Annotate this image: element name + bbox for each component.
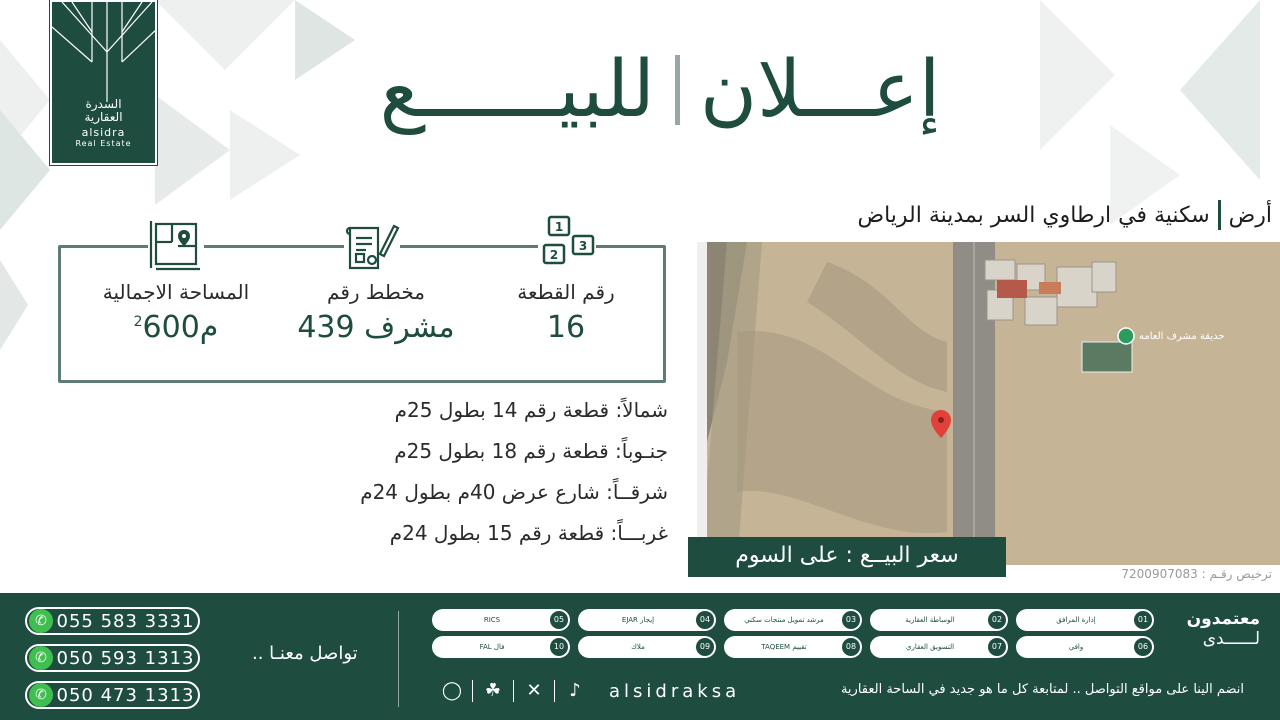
boundary-east: شرقــاً: شارع عرض 40م بطول 24م <box>360 480 668 504</box>
accredited-line-1: معتمدون <box>1186 609 1260 629</box>
x-icon[interactable]: ✕ <box>526 680 542 701</box>
logo-tree-icon <box>52 2 157 102</box>
plan-number-value: مشرف 439 <box>297 310 455 345</box>
blueprint-icon <box>344 220 400 272</box>
phone-contact-1[interactable] <box>25 607 200 635</box>
footer-divider <box>398 611 399 707</box>
accreditation-badge: 07 التسويق العقاري <box>870 636 1008 658</box>
social-handle[interactable]: alsidraksa <box>609 680 741 702</box>
svg-text:2: 2 <box>549 248 559 262</box>
bg-triangle <box>155 95 230 205</box>
total-area-label: المساحة الاجمالية <box>102 280 250 304</box>
accreditation-badge: 04 إيجار EJAR <box>578 609 716 631</box>
plan-number-field <box>291 280 461 345</box>
phone-contact-2[interactable] <box>25 644 200 672</box>
social-separator <box>472 680 473 702</box>
phone-icon: ✆ <box>29 683 53 707</box>
logo-arabic-name: السدرة العقارية <box>84 97 123 124</box>
phone-number: 050 593 1313 <box>56 647 195 669</box>
bg-triangle <box>0 260 28 350</box>
numbered-blocks-icon <box>538 214 596 266</box>
contact-us-label: تواصل معنـا .. <box>252 643 358 664</box>
bg-triangle <box>0 110 50 230</box>
accreditation-badge: 08 تقييم TAQEEM <box>724 636 862 658</box>
bg-triangle <box>155 0 295 70</box>
social-separator <box>554 680 555 702</box>
property-subtitle <box>857 200 1272 230</box>
boundary-north: شمالاً: قطعة رقم 14 بطول 25م <box>394 398 668 422</box>
bg-triangle <box>1040 0 1115 150</box>
social-separator <box>513 680 514 702</box>
phone-contact-3[interactable] <box>25 681 200 709</box>
total-area-value <box>76 310 276 345</box>
snapchat-icon[interactable]: ☘ <box>484 680 502 701</box>
area-unit-superscript: 2 <box>133 314 143 330</box>
floor-plan-icon <box>148 218 204 272</box>
social-links <box>440 679 740 703</box>
company-logo <box>50 0 157 165</box>
property-description: سكنية في ارطاوي السر بمدينة الرياض <box>857 202 1210 228</box>
accreditation-badge: 09 ملاك <box>578 636 716 658</box>
phone-number: 050 473 1313 <box>56 684 195 706</box>
boundary-south: جنـوباً: قطعة رقم 18 بطول 25م <box>394 439 668 463</box>
accreditation-badge: 05 RICS <box>432 609 570 631</box>
area-unit: م <box>199 310 219 345</box>
tiktok-icon[interactable]: ♪ <box>569 680 581 701</box>
instagram-icon[interactable]: ◯ <box>441 680 463 701</box>
price-label: سعر البيــع : على السوم <box>688 537 1006 577</box>
title-for-sale: للبيــــــع <box>379 45 655 135</box>
boundary-west: غربـــاً: قطعة رقم 15 بطول 24م <box>389 521 668 545</box>
logo-latin-sub: Real Estate <box>75 139 132 148</box>
plan-number-label: مخطط رقم <box>327 280 425 304</box>
title-announcement: إعـــلان <box>699 45 941 135</box>
phone-number: 055 583 3331 <box>56 610 195 632</box>
accreditation-badge: 10 فال FAL <box>432 636 570 658</box>
area-number: 600 <box>142 310 200 345</box>
plot-number-label: رقم القطعة <box>517 280 615 304</box>
phone-icon: ✆ <box>29 609 53 633</box>
footer <box>0 593 1280 720</box>
logo-latin-name: alsidra <box>81 126 126 139</box>
boundaries-list <box>360 395 668 559</box>
accredited-by <box>1160 609 1260 649</box>
page-title <box>330 30 990 150</box>
svg-text:3: 3 <box>578 239 588 253</box>
bg-triangle <box>1180 0 1260 180</box>
total-area-field <box>76 280 276 345</box>
subtitle-divider <box>1218 200 1221 230</box>
license-number: ترخيص رقـم : 7200907083 <box>1121 567 1272 581</box>
join-us-text: انضم الينا على مواقع التواصل .. لمتابعة كل ما هو جديد في الساحة العقارية <box>840 682 1244 697</box>
accreditation-badge: 06 وافي <box>1016 636 1154 658</box>
map-park-label: حديقة مشرف العامه <box>1139 331 1225 342</box>
plot-number-field <box>501 280 631 345</box>
bg-triangle <box>230 110 300 200</box>
svg-text:1: 1 <box>554 220 564 234</box>
title-divider <box>675 55 680 125</box>
phone-icon: ✆ <box>29 646 53 670</box>
plot-number-value: 16 <box>546 310 586 345</box>
accredited-line-2: لــــــدى <box>1202 629 1260 649</box>
accreditation-badge: 03 مرشد تمويل منتجات سكني <box>724 609 862 631</box>
map-image <box>707 242 1280 565</box>
accreditation-badge: 02 الوساطة العقارية <box>870 609 1008 631</box>
property-type: أرض <box>1228 202 1272 228</box>
accreditation-badge: 01 إدارة المرافق <box>1016 609 1154 631</box>
satellite-map <box>697 242 1280 565</box>
